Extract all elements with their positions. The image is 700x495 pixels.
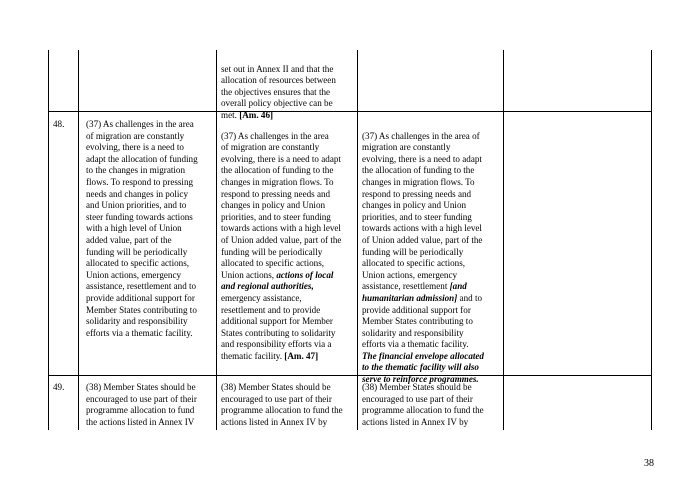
- column-divider-4: [503, 50, 504, 430]
- row-number-48: 48.: [53, 119, 65, 129]
- row48-council-text-pre: (37) As challenges in the area of migration are constantly evolving, there is a need to adapt the allocation of funding to the changes in migration flows. To respond to pressing needs and changes in policy and Union priorities, and to steer funding towards actions with a high level of Union added value, part of the funding will be periodically allocated to specific actions, Union actions, emergency assistance, resettlement: [362, 130, 483, 292]
- row48-commission-text: (37) As challenges in the area of migration are constantly evolving, there is a need to adapt the allocation of funding to the changes in migration flows. To respond to pressing needs and changes in policy and Union priorities, and to steer funding towards actions with a high level of Union added value, part of the funding will be periodically allocated to specific actions, Union actions, emergency assistance, resettlement and to provide additional support for Member States contributing to solidarity and responsibility efforts via a thematic facility.: [86, 119, 198, 338]
- row0-col2-text: set out in Annex II and that the allocation of resources between the objectives ensures that the overall policy objective can be met.: [221, 63, 336, 120]
- row48-council-insertion: [and humanitarian admission]: [362, 281, 467, 303]
- table-border-right: [651, 50, 652, 430]
- row49-commission-text: (38) Member States should be encouraged to use part of their programme allocation to fund the actions listed in Annex IV: [86, 382, 197, 427]
- row48-amendment-ref: [Am. 47]: [284, 350, 319, 361]
- row0-col2-cell: [221, 52, 355, 122]
- column-divider-1: [78, 50, 79, 430]
- row48-parliament-text-pre: (37) As challenges in the area of migration are constantly evolving, there is a need to adapt the allocation of funding to the changes in migration flows. To respond to pressing needs and changes in policy and Union priorities, and to steer funding towards actions with a high level of Union added value, part of the funding will be periodically allocated to specific actions, Union actions,: [221, 130, 342, 280]
- row48-parliament-insertion: actions of local and regional authorities,: [221, 269, 334, 292]
- column-divider-2: [216, 50, 217, 430]
- row48-council-text-mid: and to provide additional support for Member States contributing to solidarity and responsibility efforts via a thematic facility.: [362, 292, 483, 350]
- row49-council-text: (38) Member States should be encouraged to use part of their programme allocation to fund the actions listed in Annex IV by: [362, 382, 484, 427]
- table-border-left: [48, 50, 49, 430]
- row48-parliament-cell: [221, 119, 356, 362]
- row48-parliament-text-post: emergency assistance, resettlement and to provide additional support for Member States contributing to solidarity and responsibility efforts via a thematic facility.: [221, 292, 336, 361]
- column-divider-3: [357, 50, 358, 430]
- row49-parliament-text: (38) Member States should be encouraged to use part of their programme allocation to fund the actions listed in Annex IV by: [221, 382, 343, 427]
- row48-council-cell: [362, 119, 502, 386]
- row48-council-insertion-2: The financial envelope allocated to the thematic facility will also serve to reinforce programmes.: [362, 350, 484, 385]
- row-divider-2: [48, 375, 652, 376]
- row0-amendment-ref: [Am. 46]: [239, 109, 274, 120]
- row-number-49: 49.: [53, 382, 65, 392]
- page-number: 38: [644, 458, 654, 469]
